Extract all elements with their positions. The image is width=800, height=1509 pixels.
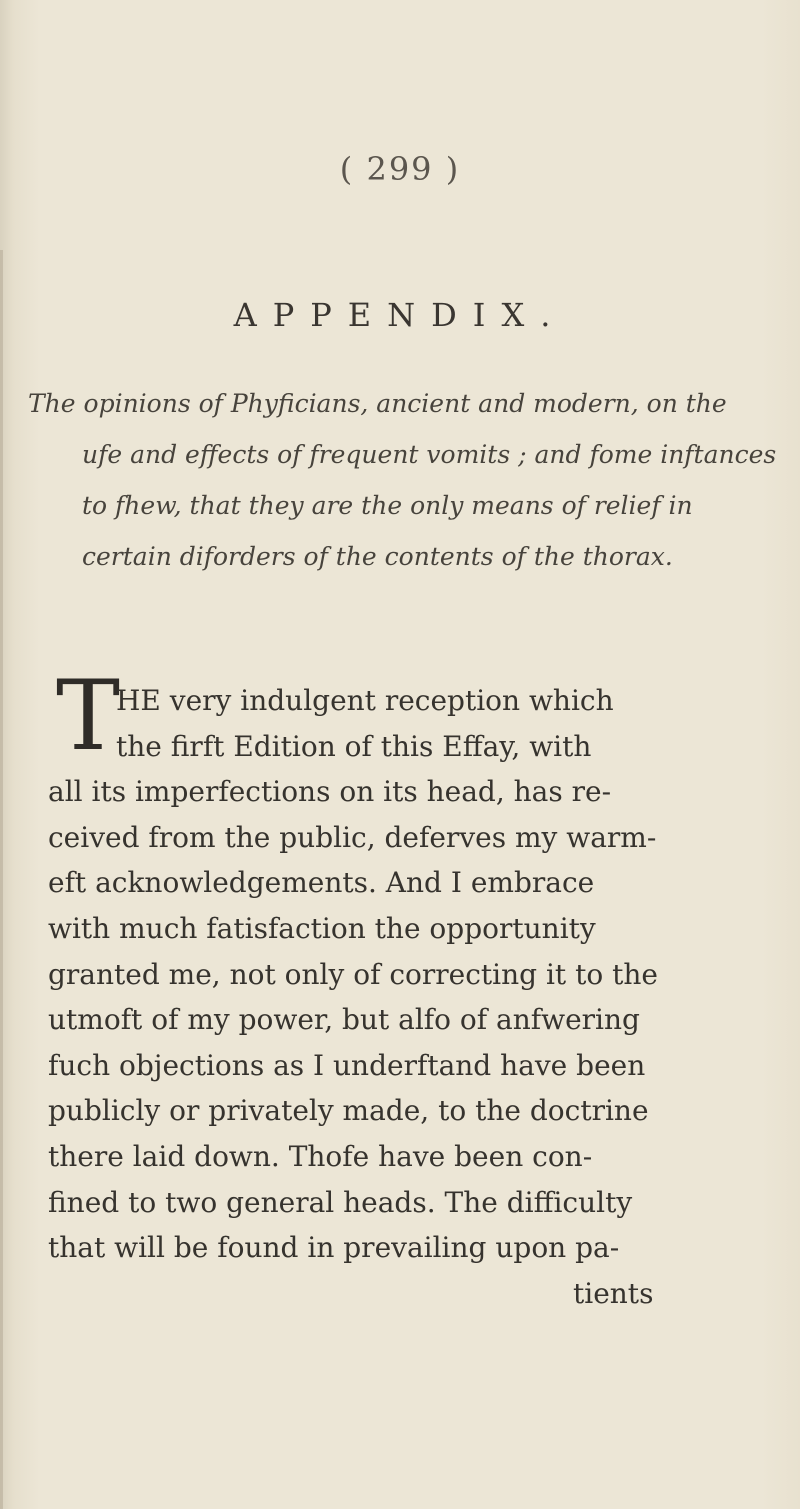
body-line: HE very indulgent reception which <box>116 684 614 717</box>
subtitle-line: The opinions of Phyficians, ancient and modern, on the <box>28 389 727 418</box>
page-number: ( 299 ) <box>339 150 461 188</box>
page-edge <box>0 250 3 1509</box>
subtitle-line: ufe and effects of frequent vomits ; and fome inftances <box>82 440 777 469</box>
drop-cap: T <box>56 660 121 772</box>
catchword: tients <box>573 1276 654 1310</box>
subtitle-line: certain diforders of the contents of the thorax. <box>82 542 673 571</box>
appendix-heading: APPENDIX. <box>233 296 567 334</box>
body-line: all its imperfections on its head, has re- <box>48 775 612 809</box>
body-line: with much fatisfaction the opportunity <box>48 912 596 945</box>
body-line: that will be found in prevailing upon pa- <box>48 1231 620 1265</box>
body-line: publicly or privately made, to the doctrine <box>48 1094 649 1128</box>
body-line: utmoft of my power, but alfo of anfwering <box>48 1003 640 1037</box>
subtitle-line: to fhew, that they are the only means of relief in <box>82 491 693 520</box>
body-line: there laid down. Thofe have been con- <box>48 1140 593 1173</box>
body-line: granted me, not only of correcting it to the <box>48 957 658 991</box>
body-line: fined to two general heads. The difficulty <box>48 1185 633 1219</box>
body-line: fuch objections as I underftand have been <box>48 1048 646 1082</box>
body-line: the firft Edition of this Effay, with <box>116 729 592 763</box>
body-line: ceived from the public, deferves my warm- <box>48 820 657 854</box>
body-line: eft acknowledgements. And I embrace <box>48 866 595 900</box>
